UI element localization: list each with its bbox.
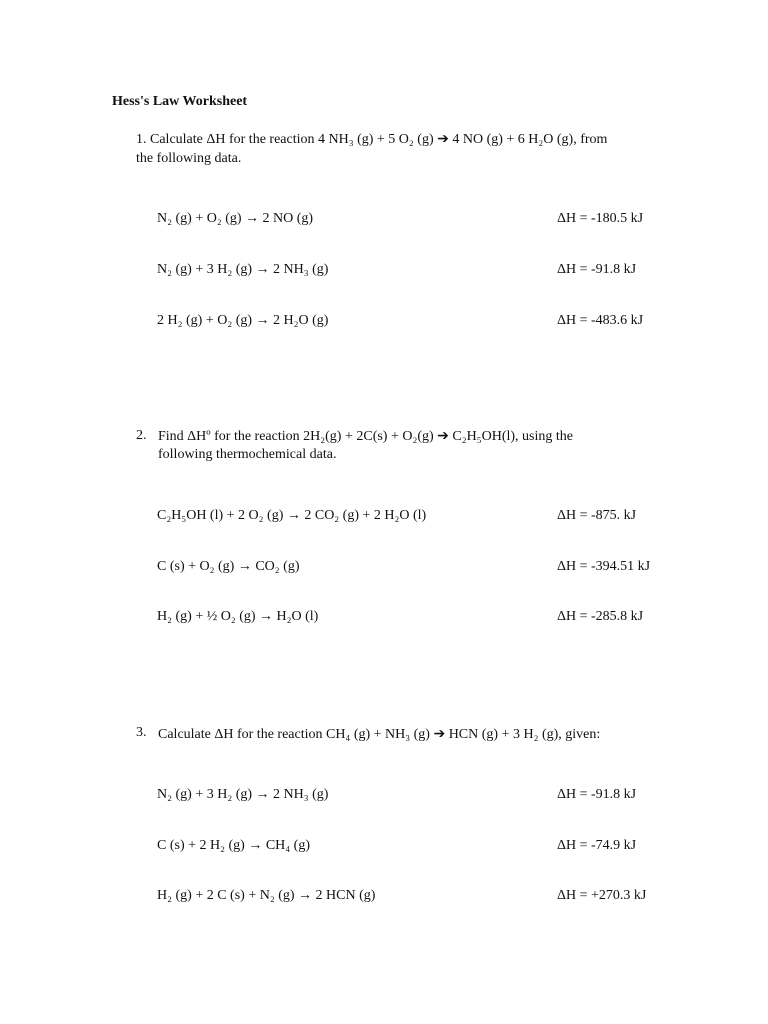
question-3-number: 3.: [136, 725, 147, 740]
question-1-equation-3: 2 H₂ (g) + O₂ (g) → 2 H₂O (g): [157, 313, 329, 328]
question-1-delta-h-3: ΔH = -483.6 kJ: [557, 313, 644, 328]
question-2-equation-3: H₂ (g) + ½ O₂ (g) → H₂O (l): [157, 609, 319, 624]
question-3-equation-1: N₂ (g) + 3 H₂ (g) → 2 NH₃ (g): [157, 787, 329, 802]
question-3-delta-h-3: ΔH = +270.3 kJ: [557, 888, 647, 903]
question-1-number: 1.: [136, 132, 147, 147]
question-1-equation-1: N₂ (g) + O₂ (g) → 2 NO (g): [157, 211, 314, 226]
question-1-equation-2: N₂ (g) + 3 H₂ (g) → 2 NH₃ (g): [157, 262, 329, 277]
question-1-delta-h-2: ΔH = -91.8 kJ: [557, 262, 637, 277]
question-1-delta-h-1: ΔH = -180.5 kJ: [557, 211, 644, 226]
question-2-number: 2.: [136, 428, 147, 443]
question-3-equation-3: H₂ (g) + 2 C (s) + N₂ (g) → 2 HCN (g): [157, 888, 376, 903]
question-1-prompt: [136, 130, 607, 168]
question-2-prompt-line2: following thermochemical data.: [158, 447, 337, 462]
question-2-equation-1: C₂H₅OH (l) + 2 O₂ (g) → 2 CO₂ (g) + 2 H₂O (l): [157, 508, 427, 523]
question-3-delta-h-2: ΔH = -74.9 kJ: [557, 838, 637, 853]
question-2-prompt: [158, 428, 573, 464]
question-2-equation-2: C (s) + O₂ (g) → CO₂ (g): [157, 559, 300, 574]
question-2-prompt-line1: Find ΔHº for the reaction 2H₂(g) + 2C(s) + O₂(g) ➔ C₂H₅OH(l), using the: [158, 429, 573, 444]
question-2-delta-h-3: ΔH = -285.8 kJ: [557, 609, 644, 624]
question-1-prompt-line2: the following data.: [136, 151, 242, 166]
question-2-delta-h-1: ΔH = -875. kJ: [557, 508, 637, 523]
question-3-delta-h-1: ΔH = -91.8 kJ: [557, 787, 637, 802]
worksheet-title: Hess's Law Worksheet: [112, 94, 248, 109]
question-3-prompt-line1: Calculate ΔH for the reaction CH₄ (g) + NH₃ (g) ➔ HCN (g) + 3 H₂ (g), given:: [158, 727, 601, 742]
question-3-equation-2: C (s) + 2 H₂ (g) → CH₄ (g): [157, 838, 310, 853]
question-2-delta-h-2: ΔH = -394.51 kJ: [557, 559, 651, 574]
question-1-prompt-line1: Calculate ΔH for the reaction 4 NH₃ (g) + 5 O₂ (g) ➔ 4 NO (g) + 6 H₂O (g), from: [150, 132, 608, 147]
